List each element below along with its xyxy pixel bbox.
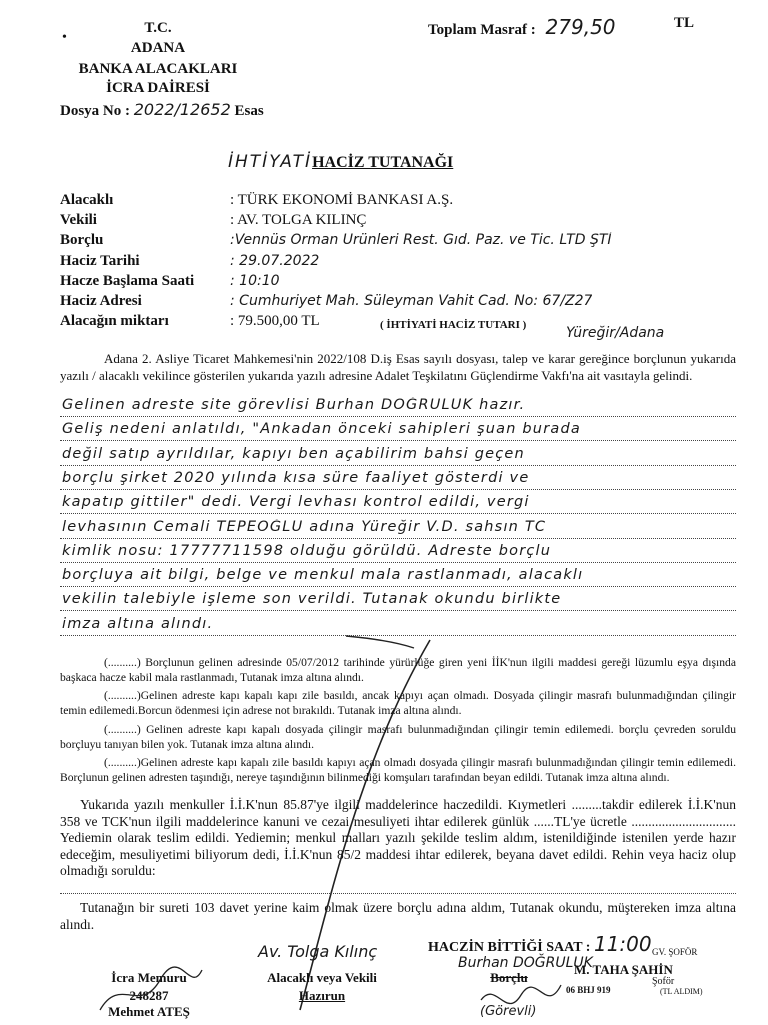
masraf-currency: TL bbox=[674, 15, 695, 31]
header-city: ADANA bbox=[130, 40, 186, 56]
handwriting-guide-line bbox=[60, 562, 736, 563]
masraf-label: Toplam Masraf : bbox=[428, 22, 536, 38]
field-label: Vekili bbox=[60, 212, 97, 228]
field-label: Haciz Adresi bbox=[60, 293, 142, 309]
handwritten-line: Gelinen adreste site görevlisi Burhan DOĞRULUK hazır. bbox=[62, 397, 526, 413]
field-value: : Cumhuriyet Mah. Süleyman Vahit Cad. No: 67/Z27 bbox=[230, 293, 593, 309]
toplam-masraf bbox=[428, 15, 616, 39]
handwriting-guide-line bbox=[60, 538, 736, 539]
dosya-value: 2022/12652 bbox=[133, 100, 231, 119]
address-continuation: Yüreğir/Adana bbox=[566, 325, 665, 341]
sofor-title: Şoför bbox=[652, 976, 675, 987]
plate-number: 06 BHJ 919 bbox=[566, 985, 611, 995]
handwritten-line: değil satıp ayrıldılar, kapıyı ben açabilirim bahsi geçen bbox=[62, 445, 525, 462]
page-title bbox=[228, 152, 453, 172]
dosya-no bbox=[60, 100, 264, 120]
handwritten-line: kimlik nosu: 17777711598 olduğu görüldü. Adreste borçlu bbox=[62, 542, 552, 559]
handwriting-guide-line bbox=[60, 635, 736, 636]
dosya-label: Dosya No : bbox=[60, 103, 130, 119]
haciz-bitis-label: HACZİN BİTTİĞİ SAAT : bbox=[428, 940, 591, 955]
handwriting-guide-line bbox=[60, 416, 736, 417]
closing-paragraph: Yukarıda yazılı menkuller İ.İ.K'nun 85.87'ye ilgili maddelerince haczedildi. Kıymetleri .........takdir edilerek İ.İ.K'nun 358 ve TCK'nun ilgili maddelerince kanuni ve cezai mesuliyeti ihtar edilerek günlük ......TL'ye ücretle ............................... Yediemin olarak teslim edildi. Yediemin; menkul malları yazılı şekilde teslim aldım, istenildiğinde istenilen yerde hazır edeceğim, mesuliyetimi biliyorum dedi, İ.İ.K'nun 85/2 maddesi ihtar edilerek, beyana davet edildi. Rehin veya haciz olup olmadığı soruldu: bbox=[60, 797, 736, 878]
tl-aldim: (TL ALDIM) bbox=[660, 987, 703, 996]
haciz-bitis-value: 11:00 bbox=[593, 932, 652, 956]
field-value: : 29.07.2022 bbox=[230, 253, 320, 269]
option-item: (..........)Gelinen adreste kapı kapalı zile basıldı kapıyı açan olmadı dosyada çilingir masrafı bulunmadığından çilingir temin edilemedi. Borçlunun gelinen adresten taşındığı, nereye taşındığının bilinmediği komşuları tarafından beyan edildi. Tutanak imza altına alındı. bbox=[60, 756, 736, 784]
vekil-title: Alacaklı veya Vekili bbox=[267, 970, 377, 985]
handwritten-line: Geliş nedeni anlatıldı, "Ankadan önceki sahipleri şuan burada bbox=[62, 421, 581, 438]
option-item: (..........) Borçlunun gelinen adresinde 05/07/2012 tarihinde yürürlüğe giren yeni İİK'nun ilgili maddesi gereği lüzumlu eşya dışında başkaca hacze kabil mala rastlanmadı, Tutanak imza altına alındı. bbox=[60, 656, 736, 684]
final-paragraph: Tutanağın bir sureti 103 davet yerine kaim olmak üzere borçlu adına aldım, Tutanak okundu, müştereken imza altına alındı. bbox=[60, 900, 736, 932]
field-label: Haciz Tarihi bbox=[60, 253, 140, 269]
field-value: : 79.500,00 TL bbox=[230, 313, 320, 329]
handwriting-guide-line bbox=[60, 489, 736, 490]
handwriting-guide-line bbox=[60, 513, 736, 514]
field-label: Hacze Başlama Saati bbox=[60, 273, 195, 289]
title-text: HACİZ TUTANAĞI bbox=[312, 154, 454, 171]
handwritten-line: vekilin talebiyle işleme son verildi. Tutanak okundu birlikte bbox=[62, 591, 562, 608]
handwriting-guide-line bbox=[60, 586, 736, 587]
intro-paragraph: Adana 2. Asliye Ticaret Mahkemesi'nin 2022/108 D.iş Esas sayılı dosyası, talep ve karar gereğince borçlunun yukarıda yazılı / alacaklı vekilince gösterilen yukarıda yazılı adresine Adalet Teşkilatını Güçlendirme Vakfı'na ait vasıtayla gelindi. bbox=[60, 351, 736, 383]
handwriting-guide-line bbox=[60, 465, 736, 466]
handwritten-line: imza altına alındı. bbox=[62, 615, 214, 632]
field-value: : 10:10 bbox=[230, 273, 280, 289]
gorevli-note: (Görevli) bbox=[480, 1004, 537, 1019]
field-value: : AV. TOLGA KILINÇ bbox=[230, 212, 367, 228]
haciz-bitis bbox=[428, 932, 652, 956]
icra-memuru-id: 248287 bbox=[129, 988, 169, 1003]
dotted-line bbox=[60, 893, 736, 894]
masraf-value: 279,50 bbox=[545, 15, 616, 39]
handwritten-line: levhasının Cemali TEPEOĞLU adına Yüreğir V.D. sahsın TC bbox=[62, 518, 547, 535]
icra-memuru-name: Mehmet ATEŞ bbox=[108, 1004, 190, 1019]
title-prefix: İHTİYATİ bbox=[228, 152, 313, 172]
header-office-line2: İCRA DAİRESİ bbox=[106, 80, 210, 96]
field-label: Borçlu bbox=[60, 232, 104, 248]
handwritten-line: borçluya ait bilgi, belge ve menkul mala rastlanmadı, alacaklı bbox=[62, 567, 584, 584]
handwritten-line: kapatıp gittiler" dedi. Vergi levhası kontrol edildi, vergi bbox=[62, 494, 530, 511]
amount-note: ( İHTİYATİ HACİZ TUTARI ) bbox=[380, 319, 527, 331]
borclu-signature-text: Burhan DOĞRULUK bbox=[458, 955, 593, 971]
sofor-stamp-label: GV. ŞOFÖR bbox=[652, 947, 698, 957]
field-label: Alacaklı bbox=[60, 192, 114, 208]
vekil-signature-text: Av. Tolga Kılınç bbox=[258, 942, 378, 961]
icra-signature bbox=[90, 955, 210, 1025]
handwriting-guide-line bbox=[60, 440, 736, 441]
field-label: Alacağın miktarı bbox=[60, 313, 169, 329]
bullet-mark: • bbox=[62, 30, 67, 45]
option-item: (..........)Gelinen adreste kapı kapalı kapı zile basıldı, ancak kapıyı açan olmadı. Dosyada çilingir masrafı bulunmadığından çilingir temin edilemedi.Borcun ödenmesi için adrese not bırakıldı. Tutanak imza altına alındı. bbox=[60, 689, 736, 717]
field-value: :Vennüs Orman Ürünleri Rest. Gıd. Paz. ve Tic. LTD ŞTİ bbox=[230, 232, 612, 248]
header-office-line1: BANKA ALACAKLARI bbox=[78, 61, 238, 77]
sofor-name: M. TAHA ŞAHİN bbox=[574, 962, 673, 977]
handwriting-guide-line bbox=[60, 610, 736, 611]
field-value: : TÜRK EKONOMİ BANKASI A.Ş. bbox=[230, 192, 454, 208]
borclu-title: Borçlu bbox=[490, 970, 528, 985]
icra-memuru-title: İcra Memuru bbox=[111, 970, 187, 985]
handwritten-line: borçlu şirket 2020 yılında kısa süre faaliyet gösterdi ve bbox=[62, 469, 530, 486]
dosya-suffix: Esas bbox=[234, 103, 264, 119]
header-tc: T.C. bbox=[144, 20, 172, 36]
option-item: (..........) Gelinen adreste kapı kapalı dosyada çilingir masrafı bulunmadığından çilingir temin edilemedi. borçlu çevreden soruldu borçluyu tanıyan bilen yok. Tutanak imza altına alındı. bbox=[60, 723, 736, 751]
vekil-sub: Hazırun bbox=[298, 988, 346, 1003]
